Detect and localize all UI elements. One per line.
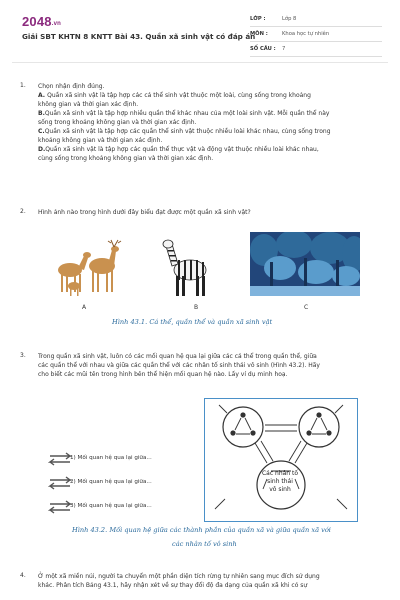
diagram-graphic xyxy=(205,399,357,521)
image-label-a: A xyxy=(82,304,87,311)
question-2-prompt: Hình ảnh nào trong hình dưới đây biểu đạt được một quần xã sinh vật? xyxy=(38,209,251,216)
option-text: Quần xã sinh vật là tập hợp các cá thể sinh vật thuộc một loài, cùng sống trong khoảng xyxy=(47,92,311,99)
question-4-text xyxy=(38,572,388,590)
option-b[interactable] xyxy=(38,109,384,118)
option-text: Quần xã sinh vật là tập hợp các quần thể sinh vật thuộc nhiều loài khác nhau, cùng sống trong xyxy=(44,128,331,135)
logo-suffix: .vn xyxy=(51,21,62,27)
question-prompt: Chọn nhận định đúng. xyxy=(38,83,105,90)
zebra-image xyxy=(160,232,218,300)
option-text: cùng sống trong khoảng không gian và thời gian xác định. xyxy=(38,155,214,162)
question-line: Ở một xã miền núi, người ta chuyển một phần diện tích rừng tự nhiên sang mục đích sử dụng xyxy=(38,573,320,580)
meta-key: SỐ CÂU : xyxy=(250,46,276,52)
logo-text: 2048 xyxy=(22,14,52,29)
option-letter: B. xyxy=(38,110,45,117)
center-label-line: vô sinh xyxy=(269,486,291,494)
relationship-label-3: 3) Mối quan hệ qua lại giữa... xyxy=(70,503,152,509)
question-number: 2. xyxy=(20,208,26,215)
meta-row-count xyxy=(250,42,382,57)
meta-row-subject xyxy=(250,27,382,42)
image-label-c: C xyxy=(304,304,309,311)
abiotic-factors-label xyxy=(257,470,303,494)
figure-caption: các nhân tố vô sinh xyxy=(172,540,237,548)
center-label-line: sinh thái xyxy=(267,478,293,486)
question-number: 1. xyxy=(20,82,26,89)
double-arrow-icon xyxy=(48,452,72,466)
option-c[interactable] xyxy=(38,127,384,136)
center-label-line: Các nhân tố xyxy=(261,470,299,477)
deer-image xyxy=(48,238,126,300)
image-label-b: B xyxy=(194,304,199,311)
meta-key: MÔN : xyxy=(250,31,268,37)
double-arrow-icon xyxy=(48,476,72,490)
double-arrow-icon xyxy=(48,500,72,514)
meta-table xyxy=(250,12,382,57)
figure-caption: Hình 43.2. Mối quan hệ giữa các thành phần của quần xã và giữa quần xã với xyxy=(72,526,331,534)
relationship-label-1: 1) Mối quan hệ qua lại giữa... xyxy=(70,455,152,461)
meta-row-class xyxy=(250,12,382,27)
question-number: 4. xyxy=(20,572,26,579)
question-line: cho biết các mũi tên trong hình bên thể hiện mối quan hệ nào. Lấy ví dụ minh hoạ. xyxy=(38,371,288,378)
forest-illustration xyxy=(250,232,360,296)
question-1 xyxy=(38,82,384,163)
page-title: Giải SBT KHTN 8 KNTT Bài 43. Quần xã sinh vật có đáp án xyxy=(22,32,256,41)
option-d[interactable] xyxy=(38,145,384,154)
option-letter: A. xyxy=(38,92,48,99)
option-a[interactable] xyxy=(38,91,384,100)
option-letter: D. xyxy=(38,146,46,153)
meta-key: LỚP : xyxy=(250,16,266,22)
option-text: không gian và thời gian xác định. xyxy=(38,101,139,108)
relationship-diagram xyxy=(204,398,358,522)
meta-value: 7 xyxy=(282,46,286,52)
option-text: khoảng không gian và thời gian xác định. xyxy=(38,137,163,144)
question-number: 3. xyxy=(20,352,26,359)
option-text: Quần xã sinh vật là tập hợp các quần thể thực vật và động vật thuộc nhiều loài khác nhau, xyxy=(45,146,319,153)
question-line: các quần thể với nhau và giữa các quần thể với các nhân tố sinh thái vô sinh (Hình 43.2). Hãy xyxy=(38,362,320,369)
header-divider xyxy=(12,62,388,63)
figure-caption: Hình 43.1. Cá thể, quần thể và quần xã sinh vật xyxy=(112,318,273,326)
question-line: khác. Phân tích Bảng 43.1, hãy nhận xét về sự thay đổi độ đa dạng của quần xã khi có sự xyxy=(38,582,308,589)
forest-image xyxy=(250,232,360,296)
question-line: Trong quần xã sinh vật, luôn có các mối quan hệ qua lại giữa các cá thể trong quần thể, giữa xyxy=(38,353,317,360)
option-letter: C. xyxy=(38,128,45,135)
relationship-label-2: 2) Mối quan hệ qua lại giữa... xyxy=(70,479,152,485)
option-text: sống trong khoảng không gian và thời gian xác định. xyxy=(38,119,197,126)
option-text: Quần xã sinh vật là tập hợp nhiều quần thể khác nhau của một loài sinh vật. Mỗi quần thể này xyxy=(44,110,330,117)
site-logo[interactable] xyxy=(22,14,61,29)
meta-value: Khoa học tự nhiên xyxy=(282,31,330,37)
meta-value: Lớp 8 xyxy=(282,16,297,22)
question-3-text xyxy=(38,352,386,379)
